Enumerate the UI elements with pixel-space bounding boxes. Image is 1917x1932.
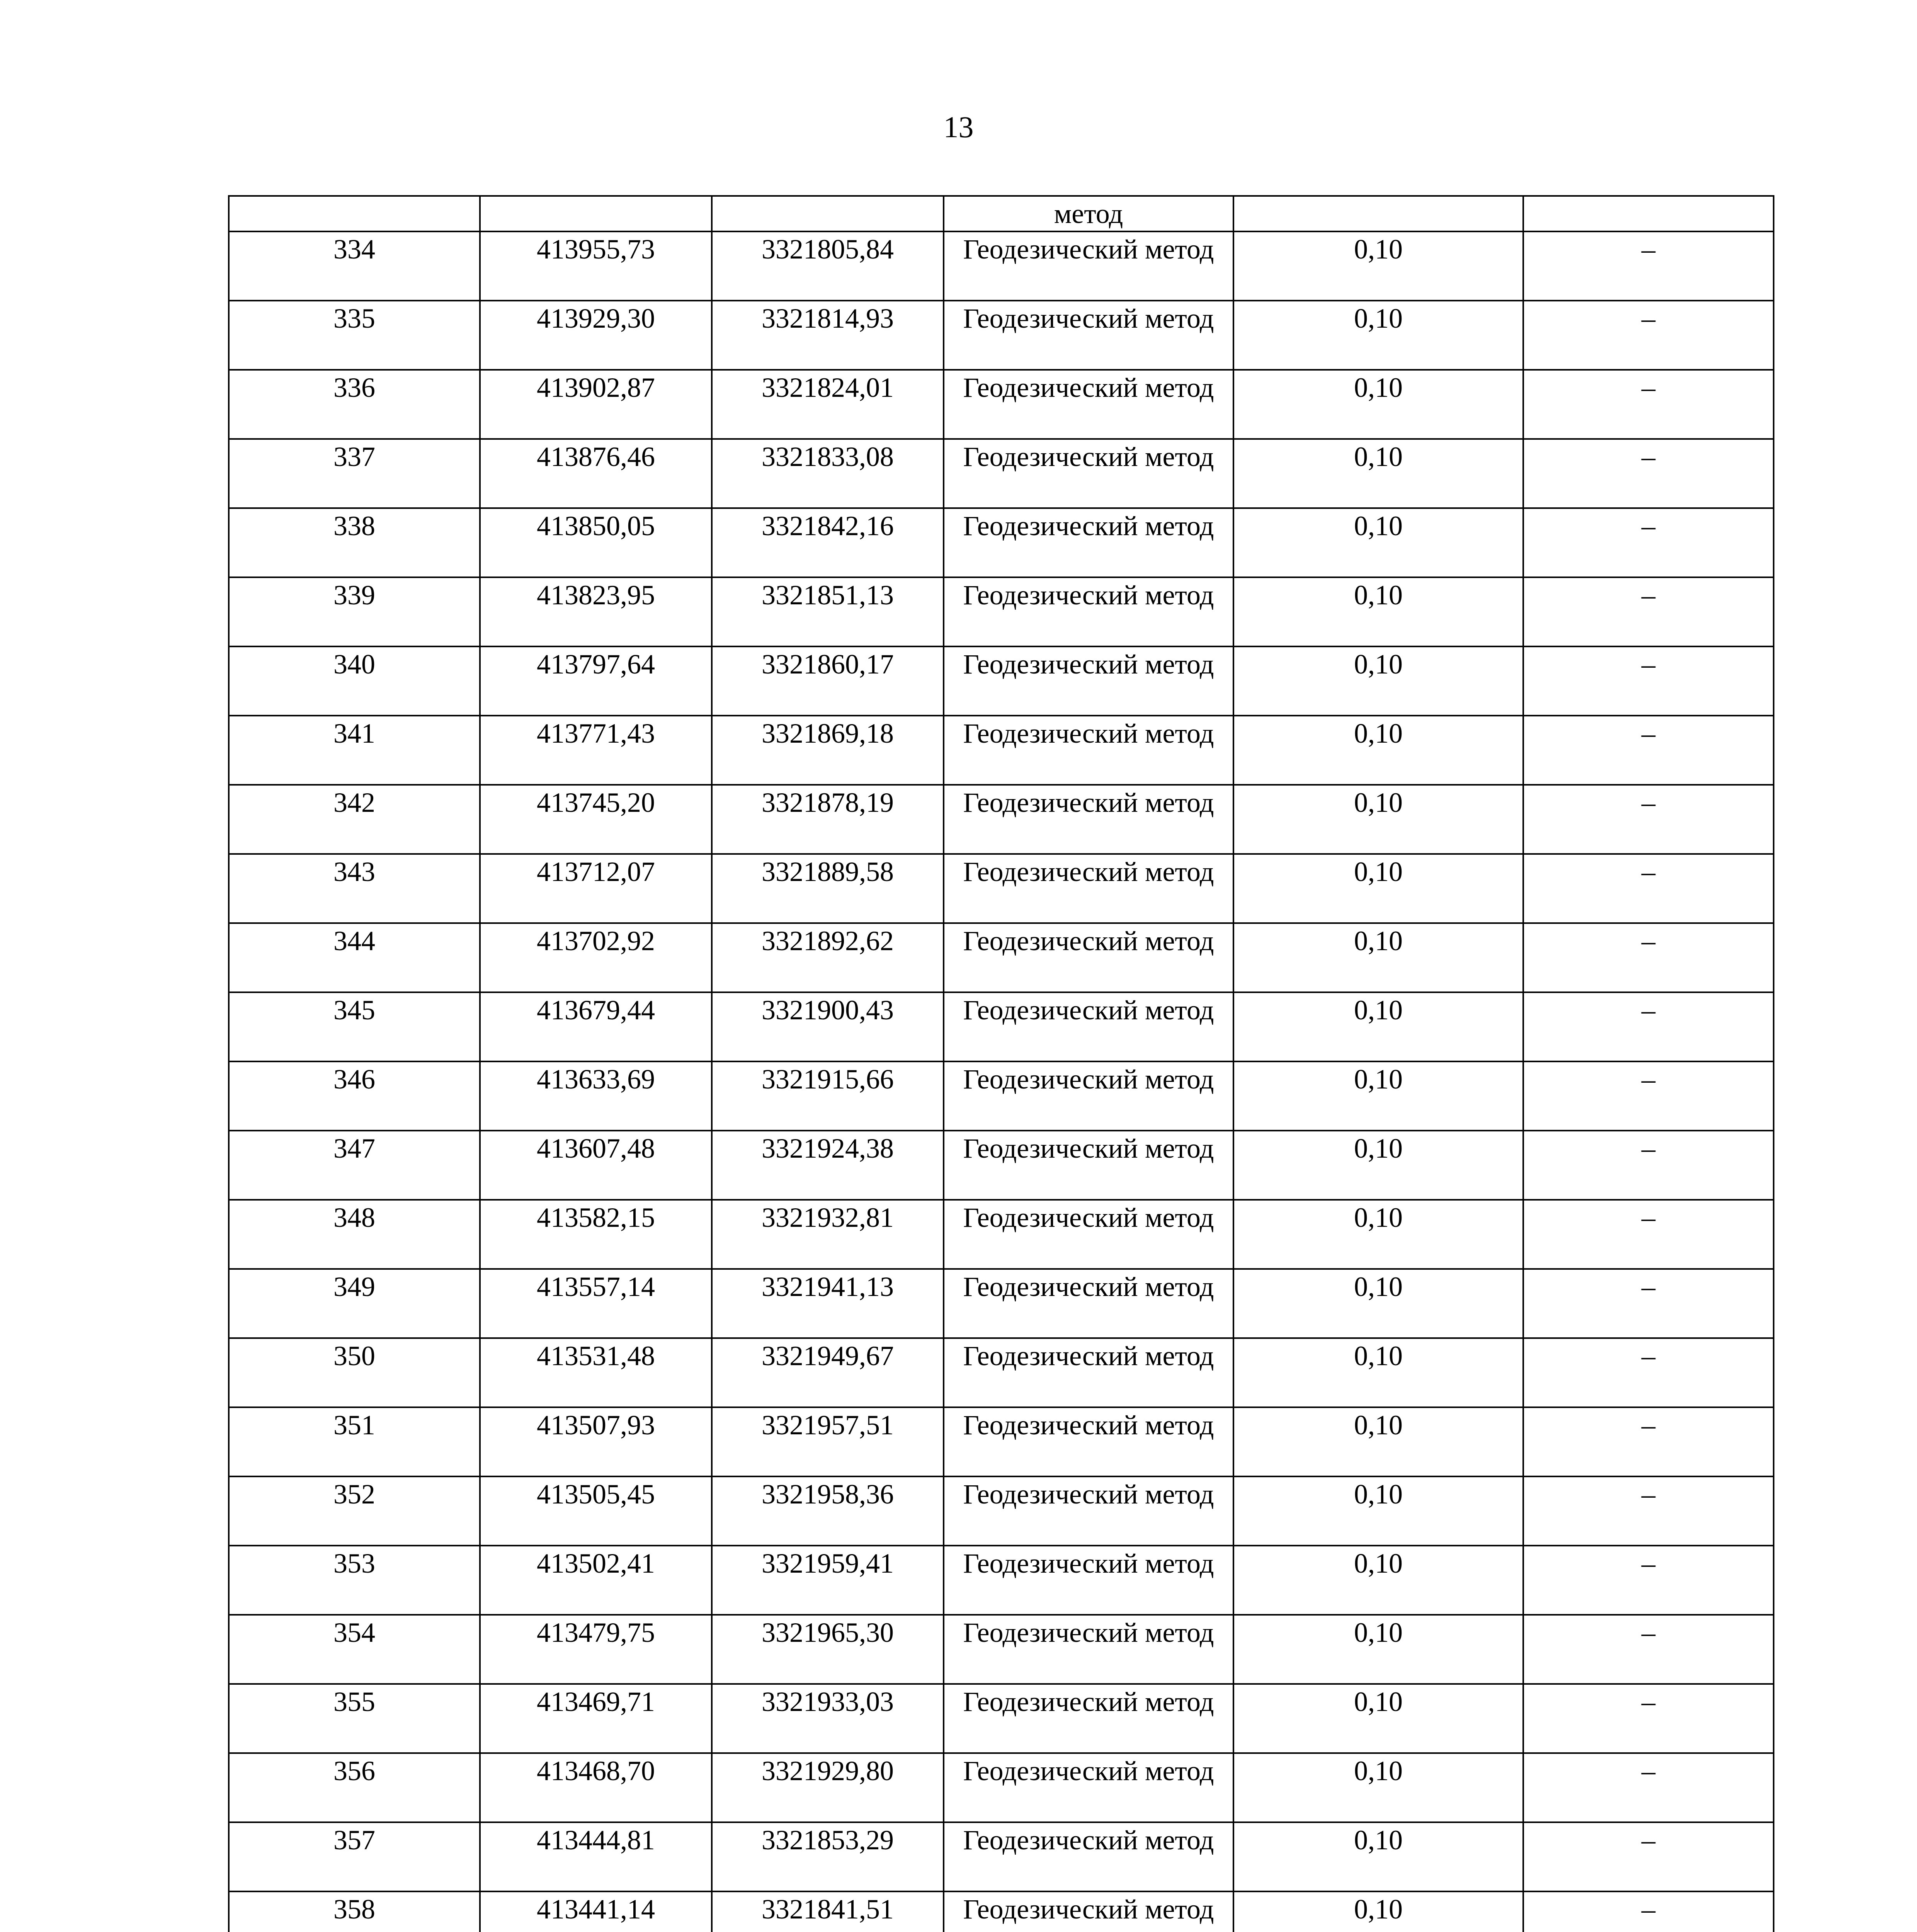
x-coordinate-cell: 413469,71: [480, 1684, 712, 1753]
description-cell: –: [1523, 577, 1774, 646]
method-cell: Геодезический метод: [944, 1615, 1233, 1684]
table-row: [229, 1546, 1774, 1615]
table-row: [229, 370, 1774, 439]
point-number-cell: 353: [229, 1546, 480, 1615]
table-row: [229, 439, 1774, 508]
description-cell: –: [1523, 1546, 1774, 1615]
description-cell: –: [1523, 1131, 1774, 1200]
y-coordinate-cell: 3321841,51: [712, 1891, 944, 1932]
description-cell: –: [1523, 1822, 1774, 1891]
continuation-row: [229, 196, 1774, 231]
method-cell: Геодезический метод: [944, 1200, 1233, 1269]
table-row: [229, 992, 1774, 1061]
method-cell: Геодезический метод: [944, 716, 1233, 785]
y-coordinate-cell: 3321889,58: [712, 854, 944, 923]
description-cell: –: [1523, 716, 1774, 785]
y-coordinate-cell: 3321860,17: [712, 646, 944, 716]
y-coordinate-cell: 3321851,13: [712, 577, 944, 646]
point-number-cell: 357: [229, 1822, 480, 1891]
method-cell: Геодезический метод: [944, 785, 1233, 854]
point-number-cell: 336: [229, 370, 480, 439]
x-coordinate-cell: 413876,46: [480, 439, 712, 508]
x-coordinate-cell: 413441,14: [480, 1891, 712, 1932]
y-coordinate-cell: 3321965,30: [712, 1615, 944, 1684]
description-cell: –: [1523, 508, 1774, 577]
point-number-cell: 358: [229, 1891, 480, 1932]
y-coordinate-cell: 3321869,18: [712, 716, 944, 785]
point-number-cell: 338: [229, 508, 480, 577]
table-row: [229, 646, 1774, 716]
description-cell: –: [1523, 1269, 1774, 1338]
table-row: [229, 1684, 1774, 1753]
method-cell: Геодезический метод: [944, 1407, 1233, 1476]
description-cell: –: [1523, 1407, 1774, 1476]
description-cell: –: [1523, 1338, 1774, 1407]
accuracy-cell: 0,10: [1233, 1338, 1523, 1407]
x-coordinate-cell: 413955,73: [480, 231, 712, 301]
point-number-cell: 335: [229, 301, 480, 370]
method-cell: Геодезический метод: [944, 1476, 1233, 1546]
method-cell: Геодезический метод: [944, 1131, 1233, 1200]
method-cell: Геодезический метод: [944, 1338, 1233, 1407]
y-coordinate-cell: 3321959,41: [712, 1546, 944, 1615]
coordinates-table: [228, 195, 1774, 1932]
accuracy-cell: 0,10: [1233, 1061, 1523, 1131]
table-row: [229, 1338, 1774, 1407]
table-row: [229, 577, 1774, 646]
point-number-cell: 346: [229, 1061, 480, 1131]
point-number-cell: 347: [229, 1131, 480, 1200]
accuracy-cell: 0,10: [1233, 854, 1523, 923]
point-number-cell: 352: [229, 1476, 480, 1546]
accuracy-cell: 0,10: [1233, 992, 1523, 1061]
y-coordinate-cell: 3321824,01: [712, 370, 944, 439]
description-cell: –: [1523, 785, 1774, 854]
method-cell: Геодезический метод: [944, 1061, 1233, 1131]
description-cell: –: [1523, 301, 1774, 370]
accuracy-cell: 0,10: [1233, 1891, 1523, 1932]
accuracy-cell: 0,10: [1233, 1546, 1523, 1615]
point-number-cell: 356: [229, 1753, 480, 1822]
y-coordinate-cell: 3321933,03: [712, 1684, 944, 1753]
y-coordinate-cell: 3321941,13: [712, 1269, 944, 1338]
point-number-cell: 341: [229, 716, 480, 785]
x-coordinate-cell: 413929,30: [480, 301, 712, 370]
y-coordinate-cell: 3321932,81: [712, 1200, 944, 1269]
description-cell: –: [1523, 1476, 1774, 1546]
method-cell: Геодезический метод: [944, 577, 1233, 646]
y-coordinate-cell: 3321949,67: [712, 1338, 944, 1407]
method-cell: Геодезический метод: [944, 923, 1233, 992]
description-cell: –: [1523, 1061, 1774, 1131]
description-cell: –: [1523, 992, 1774, 1061]
point-number-cell: 343: [229, 854, 480, 923]
accuracy-cell: 0,10: [1233, 1684, 1523, 1753]
accuracy-cell: 0,10: [1233, 923, 1523, 992]
point-number-cell: 355: [229, 1684, 480, 1753]
x-coordinate-cell: 413507,93: [480, 1407, 712, 1476]
description-cell: –: [1523, 1684, 1774, 1753]
x-coordinate-cell: 413771,43: [480, 716, 712, 785]
table-row: [229, 231, 1774, 301]
accuracy-cell: 0,10: [1233, 785, 1523, 854]
y-coordinate-cell: 3321842,16: [712, 508, 944, 577]
accuracy-cell: 0,10: [1233, 301, 1523, 370]
point-number-cell: 350: [229, 1338, 480, 1407]
accuracy-cell: 0,10: [1233, 1753, 1523, 1822]
description-cell: –: [1523, 231, 1774, 301]
accuracy-cell: 0,10: [1233, 1200, 1523, 1269]
table-row: [229, 1269, 1774, 1338]
accuracy-cell: 0,10: [1233, 1615, 1523, 1684]
point-number-cell: 337: [229, 439, 480, 508]
y-coordinate-cell: 3321957,51: [712, 1407, 944, 1476]
x-coordinate-cell: 413679,44: [480, 992, 712, 1061]
accuracy-cell: 0,10: [1233, 1476, 1523, 1546]
table-row: [229, 301, 1774, 370]
description-cell: –: [1523, 1615, 1774, 1684]
x-coordinate-cell: 413712,07: [480, 854, 712, 923]
table-row: [229, 854, 1774, 923]
table-row: [229, 1407, 1774, 1476]
x-coordinate-cell: 413607,48: [480, 1131, 712, 1200]
table-row: [229, 1891, 1774, 1932]
table-row: [229, 1131, 1774, 1200]
accuracy-cell: 0,10: [1233, 1131, 1523, 1200]
y-coordinate-cell: 3321833,08: [712, 439, 944, 508]
x-coordinate-cell: 413797,64: [480, 646, 712, 716]
accuracy-cell: 0,10: [1233, 716, 1523, 785]
method-cell: Геодезический метод: [944, 1753, 1233, 1822]
x-coordinate-cell: 413444,81: [480, 1822, 712, 1891]
y-coordinate-cell: [712, 196, 944, 231]
method-cell: метод: [944, 196, 1233, 231]
table-row: [229, 1200, 1774, 1269]
method-cell: Геодезический метод: [944, 439, 1233, 508]
description-cell: –: [1523, 439, 1774, 508]
x-coordinate-cell: 413823,95: [480, 577, 712, 646]
table-row: [229, 1061, 1774, 1131]
description-cell: –: [1523, 1891, 1774, 1932]
table-row: [229, 785, 1774, 854]
x-coordinate-cell: 413505,45: [480, 1476, 712, 1546]
x-coordinate-cell: 413702,92: [480, 923, 712, 992]
method-cell: Геодезический метод: [944, 1684, 1233, 1753]
point-number-cell: 334: [229, 231, 480, 301]
description-cell: –: [1523, 646, 1774, 716]
method-cell: Геодезический метод: [944, 646, 1233, 716]
accuracy-cell: 0,10: [1233, 439, 1523, 508]
method-cell: Геодезический метод: [944, 508, 1233, 577]
description-cell: –: [1523, 1753, 1774, 1822]
accuracy-cell: 0,10: [1233, 1822, 1523, 1891]
accuracy-cell: [1233, 196, 1523, 231]
description-cell: –: [1523, 1200, 1774, 1269]
accuracy-cell: 0,10: [1233, 508, 1523, 577]
accuracy-cell: 0,10: [1233, 646, 1523, 716]
point-number-cell: 342: [229, 785, 480, 854]
accuracy-cell: 0,10: [1233, 1269, 1523, 1338]
x-coordinate-cell: 413557,14: [480, 1269, 712, 1338]
table-row: [229, 1615, 1774, 1684]
table-row: [229, 716, 1774, 785]
point-number-cell: 354: [229, 1615, 480, 1684]
x-coordinate-cell: 413902,87: [480, 370, 712, 439]
description-cell: [1523, 196, 1774, 231]
method-cell: Геодезический метод: [944, 992, 1233, 1061]
accuracy-cell: 0,10: [1233, 1407, 1523, 1476]
description-cell: –: [1523, 370, 1774, 439]
point-number-cell: 340: [229, 646, 480, 716]
point-number-cell: 339: [229, 577, 480, 646]
description-cell: –: [1523, 854, 1774, 923]
table-row: [229, 1753, 1774, 1822]
accuracy-cell: 0,10: [1233, 231, 1523, 301]
y-coordinate-cell: 3321924,38: [712, 1131, 944, 1200]
y-coordinate-cell: 3321892,62: [712, 923, 944, 992]
method-cell: Геодезический метод: [944, 1891, 1233, 1932]
x-coordinate-cell: 413502,41: [480, 1546, 712, 1615]
page-number: 13: [943, 110, 974, 144]
method-cell: Геодезический метод: [944, 1822, 1233, 1891]
table-row: [229, 1476, 1774, 1546]
x-coordinate-cell: 413468,70: [480, 1753, 712, 1822]
point-number-cell: 345: [229, 992, 480, 1061]
method-cell: Геодезический метод: [944, 1269, 1233, 1338]
point-number-cell: 348: [229, 1200, 480, 1269]
table-row: [229, 1822, 1774, 1891]
y-coordinate-cell: 3321915,66: [712, 1061, 944, 1131]
y-coordinate-cell: 3321805,84: [712, 231, 944, 301]
table-row: [229, 923, 1774, 992]
y-coordinate-cell: 3321958,36: [712, 1476, 944, 1546]
description-cell: –: [1523, 923, 1774, 992]
accuracy-cell: 0,10: [1233, 577, 1523, 646]
method-cell: Геодезический метод: [944, 301, 1233, 370]
table-row: [229, 508, 1774, 577]
method-cell: Геодезический метод: [944, 854, 1233, 923]
point-number-cell: 349: [229, 1269, 480, 1338]
method-cell: Геодезический метод: [944, 370, 1233, 439]
method-cell: Геодезический метод: [944, 231, 1233, 301]
x-coordinate-cell: 413479,75: [480, 1615, 712, 1684]
x-coordinate-cell: 413582,15: [480, 1200, 712, 1269]
y-coordinate-cell: 3321814,93: [712, 301, 944, 370]
y-coordinate-cell: 3321929,80: [712, 1753, 944, 1822]
x-coordinate-cell: 413531,48: [480, 1338, 712, 1407]
point-number-cell: 344: [229, 923, 480, 992]
y-coordinate-cell: 3321900,43: [712, 992, 944, 1061]
x-coordinate-cell: 413633,69: [480, 1061, 712, 1131]
x-coordinate-cell: 413850,05: [480, 508, 712, 577]
method-cell: Геодезический метод: [944, 1546, 1233, 1615]
x-coordinate-cell: 413745,20: [480, 785, 712, 854]
x-coordinate-cell: [480, 196, 712, 231]
y-coordinate-cell: 3321878,19: [712, 785, 944, 854]
y-coordinate-cell: 3321853,29: [712, 1822, 944, 1891]
point-number-cell: 351: [229, 1407, 480, 1476]
accuracy-cell: 0,10: [1233, 370, 1523, 439]
point-number-cell: [229, 196, 480, 231]
